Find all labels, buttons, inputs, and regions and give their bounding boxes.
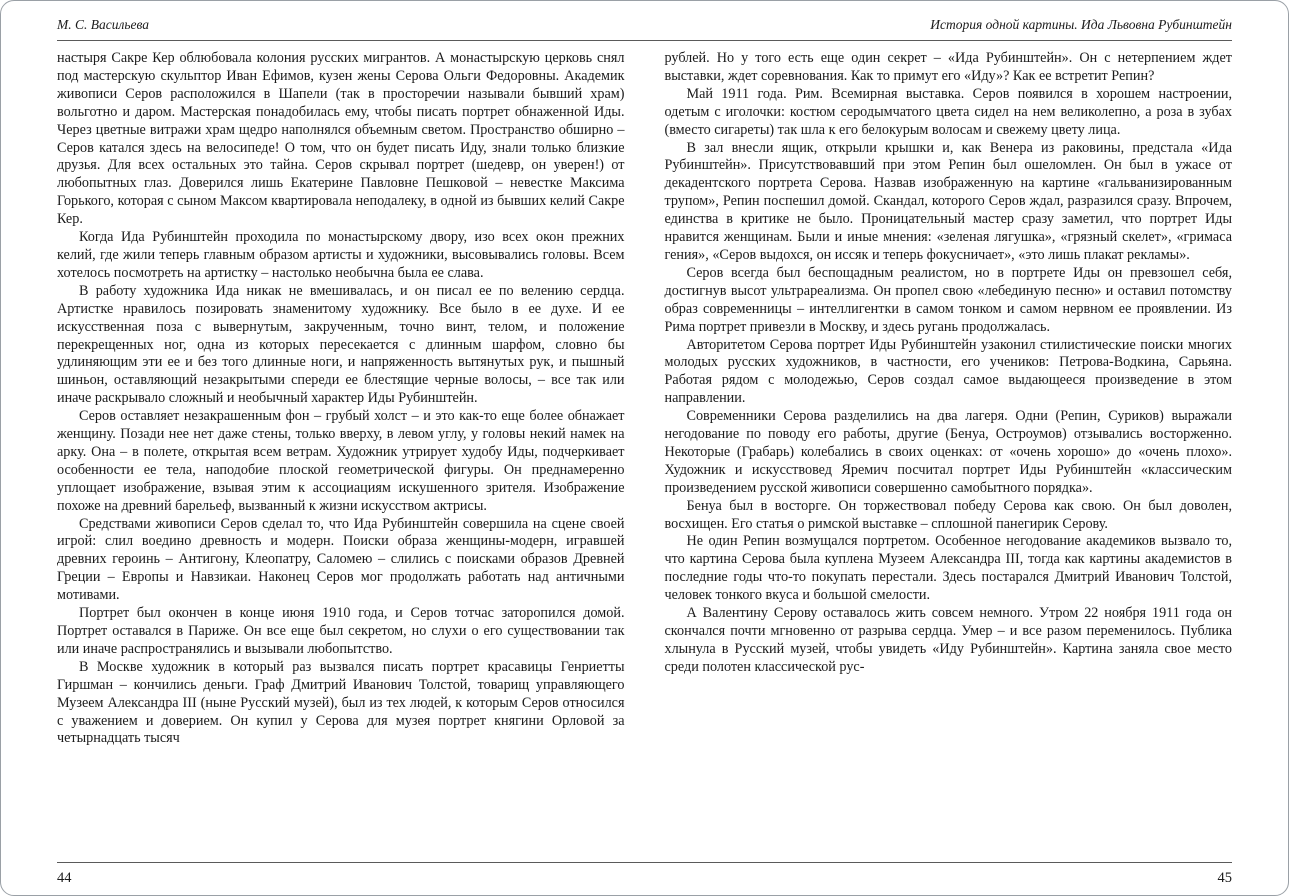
page-number-right: 45 xyxy=(1217,870,1232,886)
paragraph: Когда Ида Рубинштейн проходила по монастырскому двору, изо всех окон прежних келий, где жили теперь главным образом артисты и художники, высовывались головы. Всем хотелось посмотреть на артистку – настолько необычна была ее слава. xyxy=(57,229,625,281)
running-head xyxy=(57,17,1232,41)
page-number-left: 44 xyxy=(57,870,72,886)
running-head-title: История одной картины. Ида Львовна Рубинштейн xyxy=(930,17,1232,32)
paragraph: Средствами живописи Серов сделал то, что Ида Рубинштейн совершила на сцене своей игрой: слил воедино древность и модерн. Поиски образа женщины-модерн, игравшей древних героинь – Антигону, Клеопатру, Саломею – слились с поисками образов Древней Греции – Европы и Навзикаи. Наконец Серов мог продолжать работать над античными мотивами. xyxy=(57,515,625,604)
paragraph: Портрет был окончен в конце июня 1910 года, и Серов тотчас заторопился домой. Портрет оставался в Париже. Он все еще был секретом, но слухи о его существовании так или иначе распространялись и вызывали любопытство. xyxy=(57,605,625,657)
paragraph: рублей. Но у того есть еще один секрет – «Ида Рубинштейн». Он с нетерпением ждет выставки, ждет соревнования. Как то примут его «Иду»? Как ее встретит Репин? xyxy=(664,50,1232,84)
paragraph: настыря Сакре Кер облюбовала колония русских мигрантов. А монастырскую церковь снял под мастерскую скульптор Иван Ефимов, кузен жены Серова Ольги Федоровны. Академик живописи Серов расположился в Шапели (так в просторечии называли бывший храм) вольготно и даром. Мастерская понадобилась ему, чтобы писать портрет обнаженной Иды. Через цветные витражи храм щедро наполнялся объемным светом. Пространство обширно – Серов катался здесь на велосипеде! О том, что он будет писать Иду, знали только близкие друзья. Для всех остальных это тайна. Серов скрывал портрет (шедевр, он уверен!) от любопытных глаз. Доверился лишь Екатерине Павловне Пешковой – невестке Максима Горького, которая с сыном Максом квартировала неподалеку, в одной из бывших келий Сакре Кер. xyxy=(57,50,625,228)
paragraph: Бенуа был в восторге. Он торжествовал победу Серова как свою. Он был доволен, восхищен. Его статья о римской выставке – сплошной панегирик Серову. xyxy=(664,497,1232,532)
paragraph: Май 1911 года. Рим. Всемирная выставка. Серов появился в хорошем настроении, одетым с иголочки: костюм серодымчатого цвета сидел на нем великолепно, а роза в зубах (вместо сигареты) так шла к его белокурым волосам и свежему цвету лица. xyxy=(664,85,1232,138)
paragraph: В зал внесли ящик, открыли крышки и, как Венера из раковины, предстала «Ида Рубинштейн». Присутствовавший при этом Репин был ошеломлен. Он был в ужасе от декадентского портрета Серова. Назвав изображенную на картине «гальванизированным трупом», Репин поспешил домой. Скандал, которого Серов ждал, разразился сразу. Впрочем, единства в критике не было. Проницательный мастер сразу заметил, что портрет Иды нравится женщинам. Были и иные мнения: «зеленая лягушка», «грязный скелет», «гримаса гения», «Серов выдохся, он иссяк и теперь фокусничает», «это лишь плакат рекламы». xyxy=(664,139,1232,263)
paragraph: Авторитетом Серова портрет Иды Рубинштейн узаконил стилистические поиски многих молодых русских художников, в частности, его учеников: Петрова-Водкина, Сарьяна. Работая рядом с молодежью, Серов создал самое выдающееся произведение в этом направлении. xyxy=(664,336,1232,407)
paragraph: В работу художника Ида никак не вмешивалась, и он писал ее по велению сердца. Артистке нравилось позировать знаменитому художнику. Все было в ее духе. И ее искусственная поза с вывернутым, закрученным, точно винт, телом, и положение перекрещенных ног, одна из которых пересекается с длинным шарфом, словно бы удлиняющим эти ее и без того длинные ноги, и напряженность вытянутых рук, и пышный шиньон, оставляющий незакрытыми спереди ее блестящие черные волосы, – все так или иначе раскрывало сложный и необычный характер Иды Рубинштейн. xyxy=(57,282,625,407)
folio-row xyxy=(57,862,1232,895)
paragraph: Серов всегда был беспощадным реалистом, но в портрете Иды он превзошел себя, достигнув высот ультрареализма. Он пропел свою «лебединую песню» и оставил потомству образ современницы – интеллигентки в самом тонком и самом нервном ее проявлении. Из Рима портрет привезли в Москву, и здесь ругань продолжалась. xyxy=(664,264,1232,335)
text-columns xyxy=(57,41,1232,862)
paragraph: Не один Репин возмущался портретом. Особенное негодование академиков вызвало то, что картина Серова была куплена Музеем Александра III, тогда как картины академистов в последние годы что-то покупать перестали. Здесь постарался Дмитрий Иванович Толстой, человек тонкого вкуса и большой смелости. xyxy=(664,533,1232,604)
page-45-text-column xyxy=(665,50,1233,862)
paragraph: В Москве художник в который раз вызвался писать портрет красавицы Генриетты Гиршман – кончились деньги. Граф Дмитрий Иванович Толстой, товарищ управляющего Музеем Александра III (ныне Русский музей), был из тех людей, к которым Серов относился с уважением и доверием. Он купил у Серова для музея портрет княгини Орловой за четырнадцать тысяч xyxy=(57,658,625,747)
page-44-text-column xyxy=(57,50,625,862)
paragraph: А Валентину Серову оставалось жить совсем немного. Утром 22 ноября 1911 года он скончался почти мгновенно от разрыва сердца. Умер – и все разом переменилось. Публика хлынула в Русский музей, чтобы увидеть «Иду Рубинштейн». Картина заняла свое место среди полотен классической рус- xyxy=(664,605,1232,675)
running-head-author: М. С. Васильева xyxy=(57,17,150,32)
paragraph: Серов оставляет незакрашенным фон – грубый холст – и это как-то еще более обнажает женщину. Позади нее нет даже стены, только вверху, в левом углу, у головы некий намек на арку. Она – в полете, открытая всем ветрам. Художник утрирует худобу Иды, подчеркивает особенности ее тела, наподобие плоской геометрической фигуры. Он преднамеренно уплощает изображение, взывая этим к ассоциациям искушенного зрителя. Изображение похоже на древний барельеф, вызванный к жизни искусством актрисы. xyxy=(57,408,625,514)
paragraph: Современники Серова разделились на два лагеря. Одни (Репин, Суриков) выражали негодование по поводу его работы, другие (Бенуа, Остроумов) отзывались восторженно. Некоторые (Грабарь) колебались в своих оценках: от «очень хорошо» до «очень плохо». Художник и искусствовед Яремич посчитал портрет Иды Рубинштейн «классическим произведением русской живописи совершенно самобытного порядка». xyxy=(664,408,1232,496)
